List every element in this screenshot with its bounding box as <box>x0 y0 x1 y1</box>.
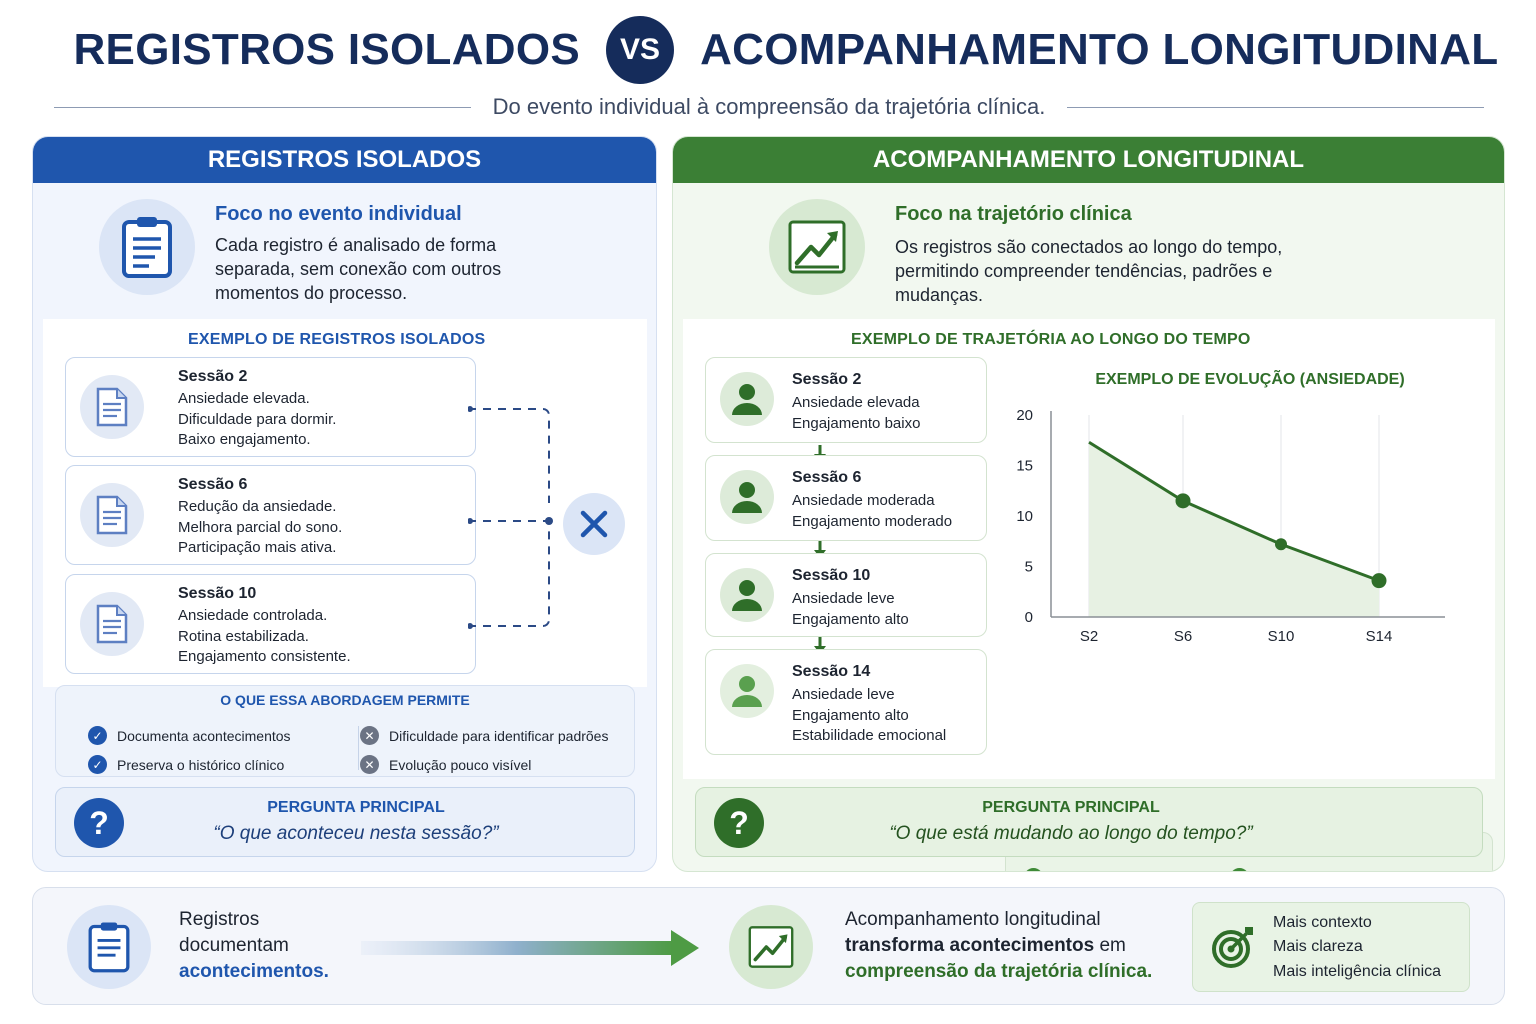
session-notes <box>792 685 946 747</box>
session-note: Ansiedade moderada <box>792 492 935 509</box>
document-icon <box>80 483 144 547</box>
question-icon: ? <box>714 798 764 848</box>
user-icon <box>720 372 774 426</box>
session-title: Sessão 14 <box>792 663 871 680</box>
data-point <box>1176 493 1191 508</box>
session-notes <box>792 491 952 532</box>
benefits-box <box>1192 902 1470 992</box>
main-question-box <box>55 787 635 857</box>
session-title: Sessão 10 <box>792 567 871 584</box>
longitudinal-panel <box>672 136 1505 872</box>
session-note: Engajamento alto <box>792 706 909 724</box>
x-tick-label: S14 <box>1365 628 1393 645</box>
pro-label: Documenta acontecimentos <box>117 727 291 744</box>
pro-label: Preserva o histórico clínico <box>117 756 285 773</box>
x-small-icon: ✕ <box>360 755 379 774</box>
benefit-line: Mais contexto <box>1273 914 1372 931</box>
focus-text: Os registros são conectados ao longo do tempo, permitindo compreender tendências, padrões e mudanças. <box>895 237 1283 305</box>
focus-text: Cada registro é analisado de forma separada, sem conexão com outros momentos do processo. <box>215 235 502 303</box>
session-note: Dificuldade para dormir. <box>178 410 337 428</box>
pro-item <box>88 755 284 774</box>
summary-footer <box>32 887 1505 1005</box>
check-icon: ✓ <box>88 755 107 774</box>
session-card <box>65 574 476 674</box>
user-icon <box>720 470 774 524</box>
permits-title: O QUE ESSA ABORDAGEM PERMITE <box>220 692 470 708</box>
transition-arrow <box>361 930 701 966</box>
example-label: EXEMPLO DE REGISTROS ISOLADOS <box>188 331 486 348</box>
header-title-right: ACOMPANHAMENTO LONGITUDINAL <box>700 25 1499 74</box>
panel-title: REGISTROS ISOLADOS <box>33 137 656 183</box>
y-tick-label: 15 <box>1016 457 1033 475</box>
session-card <box>705 649 987 755</box>
footer-mid-text <box>845 907 1152 985</box>
session-notes <box>178 497 342 559</box>
divider <box>358 726 359 770</box>
y-tick-label: 20 <box>1016 407 1033 424</box>
focus-title: Foco no evento individual <box>215 203 462 225</box>
session-card <box>65 357 476 457</box>
question-text: “O que está mudando ao longo do tempo?” <box>889 823 1253 844</box>
question-text: “O que aconteceu nesta sessão?” <box>213 823 499 844</box>
question-title: PERGUNTA PRINCIPAL <box>267 799 445 816</box>
session-note: Ansiedade leve <box>792 686 895 703</box>
check-icon: ✓ <box>88 726 107 745</box>
trajectory-example-box <box>683 319 1495 779</box>
subtitle-row <box>54 90 1484 124</box>
permit-item <box>1230 868 1370 872</box>
document-icon <box>80 375 144 439</box>
y-tick-label: 0 <box>1024 609 1033 626</box>
data-point <box>1275 538 1287 550</box>
session-card <box>705 553 987 637</box>
user-icon <box>720 664 774 718</box>
session-title: Sessão 2 <box>792 371 862 388</box>
main-question-box <box>695 787 1483 857</box>
session-notes <box>792 393 920 434</box>
subtitle-divider-left <box>54 107 471 108</box>
session-note: Baixo engajamento. <box>178 431 311 448</box>
isolated-records-panel <box>32 136 657 872</box>
footer-line <box>845 933 1152 959</box>
footer-line: Acompanhamento longitudinal <box>845 909 1101 930</box>
footer-emphasis: transforma acontecimentos <box>845 935 1095 956</box>
session-note: Rotina estabilizada. <box>178 627 309 645</box>
session-note: Melhora parcial do sono. <box>178 518 343 536</box>
trend-chart-icon <box>729 905 813 989</box>
example-label: EXEMPLO DE TRAJETÓRIA AO LONGO DO TEMPO <box>851 331 1251 348</box>
subtitle: Do evento individual à compreensão da trajetória clínica. <box>492 94 1046 119</box>
session-note: Ansiedade leve <box>792 590 895 607</box>
session-title: Sessão 6 <box>792 469 862 486</box>
clipboard-icon <box>67 905 151 989</box>
session-notes <box>178 606 351 668</box>
footer-line: Registros <box>179 909 260 930</box>
trend-chart-icon <box>769 199 865 295</box>
document-icon <box>80 592 144 656</box>
permit-label <box>1259 870 1370 873</box>
chart-title: EXEMPLO DE EVOLUÇÃO (ANSIEDADE) <box>1095 371 1405 388</box>
subtitle-divider-right <box>1067 107 1484 108</box>
session-card <box>705 357 987 443</box>
footer-connector: em <box>1094 935 1126 956</box>
session-note: Ansiedade elevada. <box>178 390 310 407</box>
session-note: Ansiedade elevada <box>792 394 920 411</box>
session-note: Redução da ansiedade. <box>178 498 337 515</box>
question-title: PERGUNTA PRINCIPAL <box>982 799 1160 816</box>
pro-item <box>88 726 291 745</box>
con-item <box>360 755 531 774</box>
con-label: Dificuldade para identificar padrões <box>389 727 609 744</box>
session-note: Estabilidade emocional <box>792 727 947 744</box>
focus-title: Foco na trajetório clínica <box>895 203 1132 225</box>
session-card <box>705 455 987 541</box>
question-icon: ? <box>74 798 124 848</box>
session-card <box>65 465 476 565</box>
data-point <box>1372 573 1387 588</box>
anxiety-chart <box>993 349 1483 649</box>
benefit-line: Mais clareza <box>1273 938 1363 955</box>
vs-badge: VS <box>606 16 674 84</box>
permit-label <box>1053 870 1185 873</box>
isolated-example-box <box>43 319 647 687</box>
con-label: Evolução pouco visível <box>389 756 532 773</box>
dashed-connector <box>468 399 578 639</box>
chart-svg <box>993 349 1483 649</box>
session-notes <box>792 589 909 630</box>
target-icon <box>1211 925 1255 974</box>
footer-line: acontecimentos. <box>179 961 329 982</box>
session-note: Engajamento consistente. <box>178 648 351 665</box>
x-icon <box>563 493 625 555</box>
session-note: Engajamento alto <box>792 610 909 628</box>
session-title: Sessão 6 <box>178 476 248 493</box>
footer-line: documentam <box>179 935 289 956</box>
header <box>0 18 1536 82</box>
clipboard-icon <box>99 199 195 295</box>
session-note: Participação mais ativa. <box>178 539 337 556</box>
user-icon <box>720 568 774 622</box>
permit-item <box>1024 868 1185 872</box>
session-title: Sessão 2 <box>178 368 248 385</box>
y-tick-label: 5 <box>1024 558 1033 576</box>
x-tick-label: S6 <box>1173 628 1193 645</box>
con-item <box>360 726 608 745</box>
check-icon <box>1230 868 1249 872</box>
x-tick-label: S2 <box>1079 628 1099 645</box>
footer-line: compreensão da trajetória clínica. <box>845 961 1153 982</box>
panel-title: ACOMPANHAMENTO LONGITUDINAL <box>673 137 1504 183</box>
check-icon <box>1024 868 1043 872</box>
session-note: Engajamento moderado <box>792 512 953 530</box>
header-title-left: REGISTROS ISOLADOS <box>73 25 581 74</box>
y-tick-label: 10 <box>1016 508 1033 525</box>
footer-left-text <box>179 907 329 985</box>
session-note: Ansiedade controlada. <box>178 607 328 624</box>
session-notes <box>178 389 336 451</box>
permits-box <box>55 685 635 777</box>
session-note: Engajamento baixo <box>792 414 921 432</box>
x-small-icon: ✕ <box>360 726 379 745</box>
benefit-line: Mais inteligência clínica <box>1273 963 1442 980</box>
x-tick-label: S10 <box>1267 628 1295 645</box>
session-title: Sessão 10 <box>178 585 257 602</box>
